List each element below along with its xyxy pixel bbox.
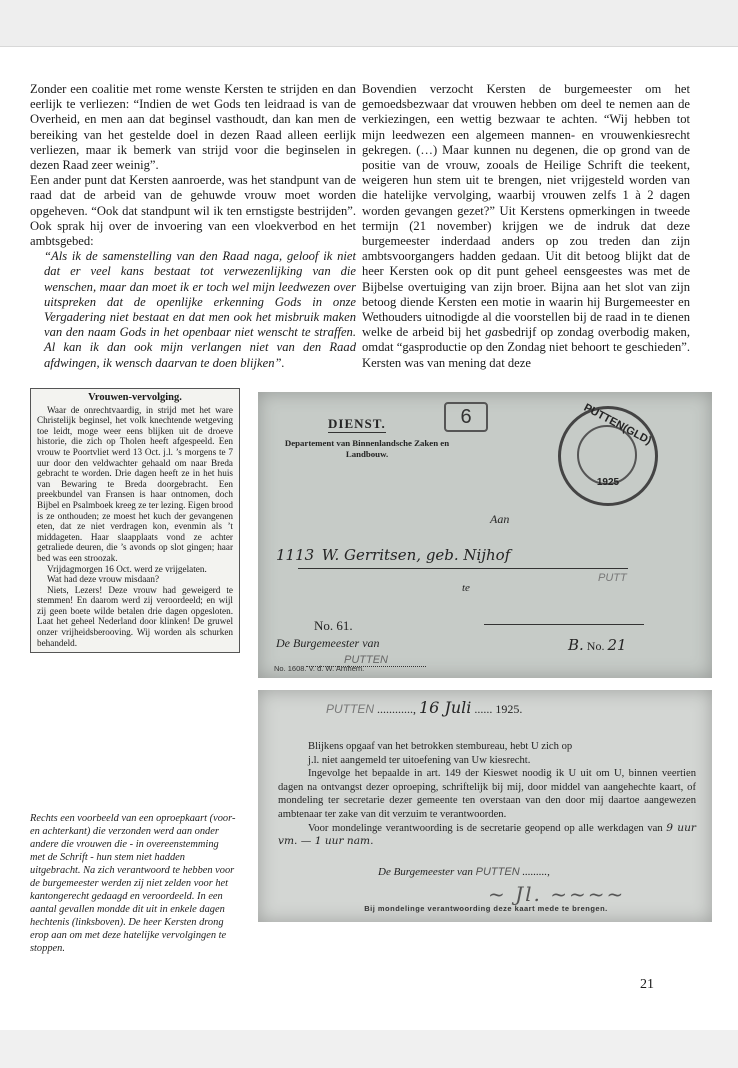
hours-hand: 9 uur vm. — 1 uur nam. [278, 821, 696, 848]
clipping-title: Vrouwen-vervolging. [88, 392, 182, 403]
card-line [484, 624, 644, 625]
addressee-line [298, 568, 628, 569]
place-faint: PUTT [598, 572, 627, 584]
sign-place: PUTTEN [475, 866, 520, 878]
date-place: PUTTEN [326, 702, 374, 716]
card-number: No. 61. [314, 618, 353, 633]
image-caption: Rechts een voorbeeld van een oproepkaart (voor- en achterkant) die verzonden werd aan onder andere die vrouwen die - in overeenstemming met de Schrift - hun stem niet hadden uitgebracht. Na zich verantwoord te hebben voor de burgemeester werden zij niet zelden voor het kantongerecht gedaagd en veroordeeld. In een aantal gevallen mondde dit uit in enkele dagen hechtenis (linksboven). De heer Kersten drong erop aan om met deze hatelijke vervolgingen te stoppen. [30, 813, 236, 954]
top-band-line [0, 46, 738, 47]
sign-label: De Burgemeester van [378, 866, 473, 878]
right-text-start: Bovendien verzocht Kersten de burgemeester om het gemoedsbezwaar dat vrouwen hebben om deel te nemen aan de verkiezingen, een wettig bezwaar te achten. “Wij hebben tot mijn leedwezen een algemeen mannen- en vrouwenkiesrecht gekregen. (…) Maar kunnen nu degenen, die op grond van de positie van de vrouw, zooals de Heilige Schrift die teekent, weigeren hun stem uit te brengen, niet vrijgesteld worden van die hatelijke vervolging, waarbij vrouwen zelfs 1 à 2 dagen worden gevangen gezet?” Uit Kerstens opmerkingen in tweede termijn (21 november) krijgen we de indruk dat deze burgemeester inderdaad anders op zou treden dan zijn ambtsvoorgangers hadden gedaan. Uit dit betoog blijkt dat de heer Kersten ook op dit punt geheel eensgeestes was met de Bijbelse overtuiging van zijn broer. Bijna aan het slot van zijn betoog diende Kersten een motie in waarin hij Burgemeester en Wethouders uitnodigde al die voorstellen bij de raad in te dienen welke de arbeid bij het [362, 82, 690, 340]
clipping-paragraph-4: Niets, Lezers! Deze vrouw had geweigerd te stemmen! En daarom werd zij veroordeeld; en wijl zij geen boete wilde betalen drie dagen opgesloten. Laat het geheel Nederland door klinken! De gruwel onzer vrijheidsberooving. Wij worden als schurken behandeld. [37, 584, 233, 648]
right-column [362, 82, 690, 371]
right-paragraph-1 [362, 82, 690, 371]
burgemeester-label: De Burgemeester van [276, 636, 380, 650]
page-number: 21 [640, 977, 654, 992]
left-column [30, 82, 356, 371]
te-label: te [462, 582, 470, 594]
postmark-year: 1925 [596, 477, 620, 488]
card-department: Departement van Binnenlandsche Zaken en Landbouw. [284, 438, 450, 459]
aan-label: Aan [490, 512, 510, 526]
printer-mark: No. 1608. V. d. W. Arnhem. [274, 664, 365, 673]
body-line-2: j.l. niet aangemeld ter uitoefening van Uw kiesrecht. [308, 754, 531, 766]
addressee-number: 1113 [276, 546, 315, 564]
summons-card-back [258, 690, 712, 922]
kersten-quote: “Als ik de samenstelling van den Raad naga, geloof ik niet dat er veel kans bestaat tot verwezenlijking van die wenschen, maar dan moet ik er toch wel mijn leedwezen over uitspreken dat de openlijke erkenning Gods in onze Vergadering niet bestaat en dat men ook het misbruik maken van den naam Gods in het openbaar niet wenscht te straffen. Al kan ik dan ook mijn verlangen niet van den Raad afdwingen, ik wensch daarvan te doen blijken”. [44, 249, 356, 370]
clipping-paragraph-2: Vrijdagmorgen 16 Oct. werd ze vrijgelaten. [47, 563, 207, 574]
card-header: DIENST. [328, 416, 386, 431]
clipping-paragraph-1: Waar de onrechtvaardig, in strijd met het ware Christelijk beginsel, het volk knechtende wetgeving toe leidt, moge weer eens blijken uit de droeve historie, die zich op Tholen heeft afgespeeld. Een vrouw te Poortvliet werd 13 Oct. j.l. ’s morgens te 7 uur door den veldwachter gehaald om naar Breda gebracht te worden. Drie dagen heeft ze in het huis van Bewaring te Breda doorgebracht. Een preekbundel van Fransen is haar ontnomen, doch Bijbel en Psalmboek kreeg ze ter lezing. Eigen brood is ze onthouden; ze moest het kuch der gevangenen eten, dat ze niet verdragen kon, evenmin als ’t middageten. Haar slaapplaats vond ze achter getraliede deuren, die ’s avonds op slot gingen; haar bed was een stroozak. [37, 404, 233, 563]
date-year: 1925. [495, 702, 523, 716]
b-no-value: 21 [607, 636, 627, 654]
signature-line: De Burgemeester van PUTTEN ........., [378, 866, 550, 878]
addressee [276, 546, 510, 565]
right-text-italic: gas [485, 325, 503, 340]
postmark-place: PUTTEN(GLD) [581, 401, 654, 448]
card-date: PUTTEN ............, 16 Juli ...... 1925. [326, 698, 523, 717]
date-hand: 16 Juli [419, 698, 472, 717]
body-line-3: Ingevolge het bepaalde in art. 149 der Kieswet noodig ik U uit om U, binnen veertien dagen na ontvangst dezer oproeping, schriftelijk bij mij, door middel van aangehechte kaart, of mondeling ter secretarie dezer gemeente ten overstaan van den door mij daartoe aangewezen ambtenaar ter zake van dit verzuim te verantwoorden. [278, 768, 696, 820]
body-line-4 [278, 822, 696, 849]
b-letter: B. [568, 636, 584, 654]
summons-card-front [258, 392, 712, 678]
addressee-name: W. Gerritsen, geb. Nijhof [321, 546, 511, 564]
burgemeester-place: PUTTEN [306, 654, 426, 667]
card-footer: Bij mondelinge verantwoording deze kaart mede te brengen. [364, 904, 608, 913]
handwritten-signature: ~ Jl. ~~~~ [488, 882, 626, 906]
card-body [278, 740, 696, 849]
number-stamp: 6 [444, 402, 488, 432]
newspaper-clipping [30, 388, 240, 653]
body-line-4-text: Voor mondelinge verantwoording is de secretarie geopend op alle werkdagen van [308, 822, 663, 834]
b-number [568, 636, 627, 654]
left-paragraph-1: Zonder een coalitie met rome wenste Kersten te strijden en dan eerlijk te verliezen: “Indien de wet Gods ten leidraad is van de Overheid, en men aan dat beginsel vasthoudt, dan kan men de bereiking van het gestelde doel in dezen Raad alleen eerlijk verliezen, maar ik bemerk van strijd voor die beginselen in dezen Raad zeer weinig”. [30, 82, 356, 173]
clipping-paragraph-3: Wat had deze vrouw misdaan? [47, 574, 160, 585]
b-no-label: No. [586, 639, 605, 653]
bottom-band [0, 1030, 738, 1068]
left-paragraph-2: Een ander punt dat Kersten aanroerde, was het standpunt van de raad dat de arbeid van de gehuwde vrouw moet worden opgeheven. “Ook dat standpunt wil ik ten ernstigste bestrijden”. Ook sprak hij over de invoering van een vloekverbod en het ambtsgebed: [30, 173, 356, 249]
postmark [558, 401, 658, 506]
body-line-1: Blijkens opgaaf van het betrokken stembureau, hebt U zich op [308, 741, 573, 752]
right-text-end: bedrijf op zondag overbodig maken, omdat “gasproductie op den Zondag niet behoort te geschieden”. Kersten was van mening dat deze [362, 325, 690, 370]
top-band [0, 0, 738, 46]
